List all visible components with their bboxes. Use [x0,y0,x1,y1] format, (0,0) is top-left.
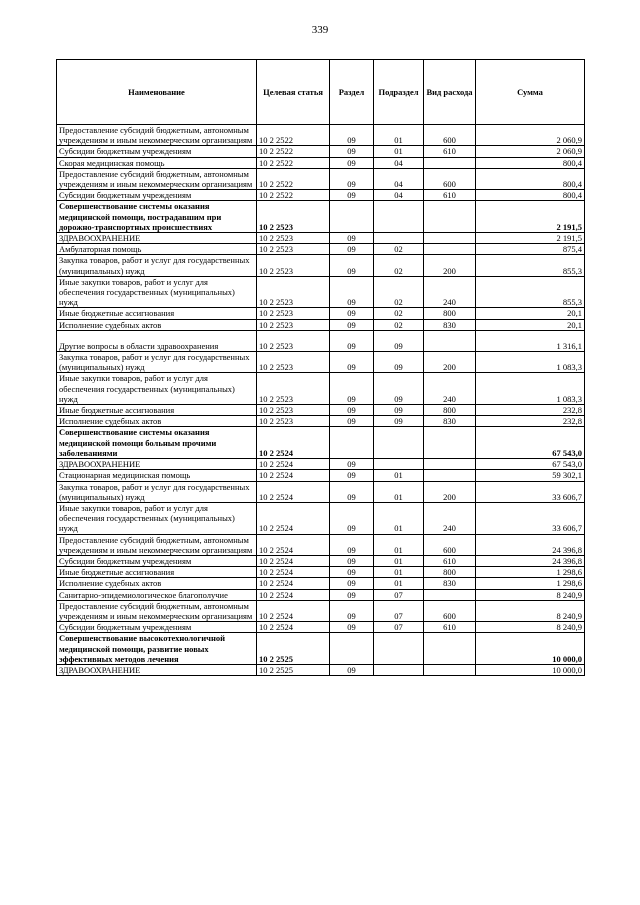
row-target-code: 10 2 2524 [257,502,330,534]
row-expense-type: 800 [424,405,476,416]
table-row [57,276,585,308]
row-sum: 24 396,8 [476,534,585,555]
row-sum: 33 606,7 [476,502,585,534]
header-section: Раздел [330,60,374,125]
row-section: 09 [330,125,374,146]
row-name: Совершенствование высокотехнологичной медицинской помощи, развитие новых эффективных методов лечения [57,633,257,665]
row-section: 09 [330,459,374,470]
row-subsection: 02 [374,244,424,255]
row-target-code: 10 2 2523 [257,373,330,405]
header-subsection: Подраздел [374,60,424,125]
row-target-code: 10 2 2523 [257,244,330,255]
row-target-code: 10 2 2522 [257,168,330,189]
table-row [57,157,585,168]
row-sum: 232,8 [476,405,585,416]
page-number: 339 [311,24,329,36]
row-sum: 33 606,7 [476,481,585,502]
table-body [57,125,585,676]
row-subsection: 01 [374,125,424,146]
row-target-code: 10 2 2523 [257,319,330,330]
row-sum: 800,4 [476,190,585,201]
row-expense-type [424,233,476,244]
row-section: 09 [330,244,374,255]
table-row [57,352,585,373]
row-target-code: 10 2 2523 [257,416,330,427]
row-expense-type [424,633,476,665]
row-section: 09 [330,481,374,502]
row-expense-type: 600 [424,600,476,621]
table-row [57,308,585,319]
row-name: Закупка товаров, работ и услуг для государственных (муниципальных) нужд [57,255,257,276]
row-sum: 855,3 [476,255,585,276]
row-target-code: 10 2 2523 [257,233,330,244]
row-target-code: 10 2 2522 [257,190,330,201]
row-name: Иные бюджетные ассигнования [57,567,257,578]
row-name: Предоставление субсидий бюджетным, автономным учреждениям и иным некоммерческим организациям [57,125,257,146]
row-expense-type: 600 [424,534,476,555]
row-name: Скорая медицинская помощь [57,157,257,168]
row-section: 09 [330,168,374,189]
row-subsection: 09 [374,330,424,351]
table-row [57,125,585,146]
row-target-code: 10 2 2524 [257,578,330,589]
row-subsection: 09 [374,352,424,373]
table-row [57,319,585,330]
header-name: Наименование [57,60,257,125]
table-row [57,168,585,189]
row-name: ЗДРАВООХРАНЕНИЕ [57,459,257,470]
row-section: 09 [330,255,374,276]
row-target-code: 10 2 2523 [257,201,330,233]
row-name: Субсидии бюджетным учреждениям [57,190,257,201]
row-sum: 1 298,6 [476,578,585,589]
row-name: Иные бюджетные ассигнования [57,405,257,416]
row-target-code: 10 2 2524 [257,567,330,578]
row-subsection: 09 [374,405,424,416]
row-sum: 800,4 [476,168,585,189]
row-name: Субсидии бюджетным учреждениям [57,146,257,157]
row-subsection: 01 [374,146,424,157]
row-section: 09 [330,578,374,589]
row-section: 09 [330,319,374,330]
row-section: 09 [330,589,374,600]
row-expense-type: 830 [424,578,476,589]
row-expense-type [424,244,476,255]
row-subsection: 07 [374,589,424,600]
table-row [57,633,585,665]
row-name: Амбулаторная помощь [57,244,257,255]
row-name: Предоставление субсидий бюджетным, автономным учреждениям и иным некоммерческим организациям [57,168,257,189]
table-row [57,600,585,621]
table-row [57,534,585,555]
row-sum: 1 316,1 [476,330,585,351]
row-expense-type [424,157,476,168]
row-expense-type [424,664,476,675]
row-subsection: 04 [374,157,424,168]
row-section: 09 [330,416,374,427]
row-sum: 2 060,9 [476,146,585,157]
row-expense-type: 200 [424,255,476,276]
row-sum: 67 543,0 [476,427,585,459]
table-row [57,622,585,633]
row-name: Закупка товаров, работ и услуг для государственных (муниципальных) нужд [57,481,257,502]
row-sum: 1 298,6 [476,567,585,578]
row-expense-type: 610 [424,146,476,157]
row-sum: 8 240,9 [476,600,585,621]
row-subsection: 01 [374,470,424,481]
row-sum: 8 240,9 [476,622,585,633]
row-subsection: 04 [374,168,424,189]
row-target-code: 10 2 2524 [257,481,330,502]
row-subsection: 01 [374,555,424,566]
row-name: Иные закупки товаров, работ и услуг для обеспечения государственных (муниципальных) нужд [57,373,257,405]
row-target-code: 10 2 2523 [257,276,330,308]
row-target-code: 10 2 2524 [257,589,330,600]
row-subsection: 02 [374,276,424,308]
row-sum: 2 191,5 [476,201,585,233]
row-name: Субсидии бюджетным учреждениям [57,622,257,633]
table-header-row [57,60,585,125]
row-name: ЗДРАВООХРАНЕНИЕ [57,233,257,244]
row-sum: 800,4 [476,157,585,168]
budget-table [56,59,585,676]
row-expense-type: 240 [424,373,476,405]
row-name: Совершенствование системы оказания медицинской помощи больным прочими заболеваниями [57,427,257,459]
row-section: 09 [330,502,374,534]
row-name: Субсидии бюджетным учреждениям [57,555,257,566]
row-subsection [374,459,424,470]
row-expense-type [424,427,476,459]
header-target: Целевая статья [257,60,330,125]
row-name: Предоставление субсидий бюджетным, автономным учреждениям и иным некоммерческим организациям [57,534,257,555]
row-target-code: 10 2 2522 [257,146,330,157]
row-section: 09 [330,233,374,244]
table-row [57,470,585,481]
row-section [330,427,374,459]
row-section: 09 [330,146,374,157]
table-row [57,373,585,405]
row-subsection: 09 [374,373,424,405]
row-sum: 232,8 [476,416,585,427]
table-row [57,567,585,578]
row-expense-type: 600 [424,125,476,146]
row-section [330,633,374,665]
row-section: 09 [330,352,374,373]
row-name: Исполнение судебных актов [57,416,257,427]
row-target-code: 10 2 2524 [257,459,330,470]
row-target-code: 10 2 2523 [257,255,330,276]
row-name: Другие вопросы в области здравоохранения [57,330,257,351]
row-expense-type: 830 [424,416,476,427]
row-name: Стационарная медицинская помощь [57,470,257,481]
row-section [330,201,374,233]
row-section: 09 [330,664,374,675]
row-sum: 2 060,9 [476,125,585,146]
row-section: 09 [330,555,374,566]
row-subsection: 02 [374,255,424,276]
row-sum: 1 083,3 [476,352,585,373]
row-target-code: 10 2 2525 [257,664,330,675]
row-sum: 10 000,0 [476,664,585,675]
row-subsection: 02 [374,308,424,319]
row-expense-type: 610 [424,622,476,633]
row-subsection: 07 [374,622,424,633]
row-subsection: 01 [374,578,424,589]
row-sum: 1 083,3 [476,373,585,405]
table-row [57,405,585,416]
row-target-code: 10 2 2523 [257,308,330,319]
row-section: 09 [330,600,374,621]
row-target-code: 10 2 2524 [257,534,330,555]
row-target-code: 10 2 2524 [257,555,330,566]
row-expense-type: 610 [424,555,476,566]
row-section: 09 [330,276,374,308]
row-name: Предоставление субсидий бюджетным, автономным учреждениям и иным некоммерческим организациям [57,600,257,621]
table-row [57,190,585,201]
row-sum: 20,1 [476,319,585,330]
header-sum: Сумма [476,60,585,125]
table-row [57,502,585,534]
row-sum: 10 000,0 [476,633,585,665]
row-expense-type: 830 [424,319,476,330]
row-section: 09 [330,534,374,555]
row-section: 09 [330,330,374,351]
row-section: 09 [330,190,374,201]
row-sum: 8 240,9 [476,589,585,600]
row-sum: 855,3 [476,276,585,308]
row-target-code: 10 2 2523 [257,352,330,373]
row-sum: 875,4 [476,244,585,255]
row-name: Иные закупки товаров, работ и услуг для обеспечения государственных (муниципальных) нужд [57,276,257,308]
row-expense-type: 240 [424,502,476,534]
row-target-code: 10 2 2525 [257,633,330,665]
row-name: Закупка товаров, работ и услуг для государственных (муниципальных) нужд [57,352,257,373]
row-target-code: 10 2 2524 [257,600,330,621]
table-row [57,416,585,427]
row-target-code: 10 2 2524 [257,622,330,633]
row-name: Совершенствование системы оказания медицинской помощи, пострадавшим при дорожно-транспортных происшествиях [57,201,257,233]
row-sum: 67 543,0 [476,459,585,470]
row-name: Исполнение судебных актов [57,319,257,330]
row-name: Иные бюджетные ассигнования [57,308,257,319]
row-target-code: 10 2 2522 [257,125,330,146]
row-subsection: 02 [374,319,424,330]
row-sum: 59 302,1 [476,470,585,481]
row-target-code: 10 2 2524 [257,470,330,481]
row-section: 09 [330,470,374,481]
row-section: 09 [330,308,374,319]
row-name: Иные закупки товаров, работ и услуг для обеспечения государственных (муниципальных) нужд [57,502,257,534]
row-expense-type: 600 [424,168,476,189]
row-target-code: 10 2 2524 [257,427,330,459]
row-expense-type [424,459,476,470]
row-expense-type [424,330,476,351]
row-subsection [374,427,424,459]
row-section: 09 [330,622,374,633]
header-expense-type: Вид расхода [424,60,476,125]
table-row [57,664,585,675]
table-row [57,233,585,244]
row-sum: 24 396,8 [476,555,585,566]
table-row [57,555,585,566]
row-subsection: 01 [374,481,424,502]
row-section: 09 [330,373,374,405]
row-expense-type: 240 [424,276,476,308]
row-section: 09 [330,157,374,168]
row-sum: 2 191,5 [476,233,585,244]
table-row [57,578,585,589]
row-subsection: 01 [374,502,424,534]
row-target-code: 10 2 2522 [257,157,330,168]
table-row [57,244,585,255]
row-subsection: 07 [374,600,424,621]
table-row [57,459,585,470]
row-expense-type [424,470,476,481]
row-expense-type: 200 [424,352,476,373]
row-subsection: 01 [374,567,424,578]
row-expense-type: 610 [424,190,476,201]
row-subsection [374,201,424,233]
row-subsection [374,664,424,675]
table-row [57,146,585,157]
row-expense-type [424,201,476,233]
row-name: Санитарно-эпидемиологическое благополучие [57,589,257,600]
table-row [57,255,585,276]
row-name: ЗДРАВООХРАНЕНИЕ [57,664,257,675]
row-expense-type: 800 [424,567,476,578]
row-section: 09 [330,567,374,578]
row-expense-type: 200 [424,481,476,502]
row-section: 09 [330,405,374,416]
row-subsection: 09 [374,416,424,427]
row-target-code: 10 2 2523 [257,405,330,416]
row-subsection: 04 [374,190,424,201]
row-subsection [374,233,424,244]
table-row [57,201,585,233]
row-subsection [374,633,424,665]
table-row [57,481,585,502]
row-subsection: 01 [374,534,424,555]
table-row [57,330,585,351]
row-expense-type: 800 [424,308,476,319]
row-name: Исполнение судебных актов [57,578,257,589]
table-row [57,589,585,600]
row-sum: 20,1 [476,308,585,319]
row-expense-type [424,589,476,600]
row-target-code: 10 2 2523 [257,330,330,351]
table-row [57,427,585,459]
